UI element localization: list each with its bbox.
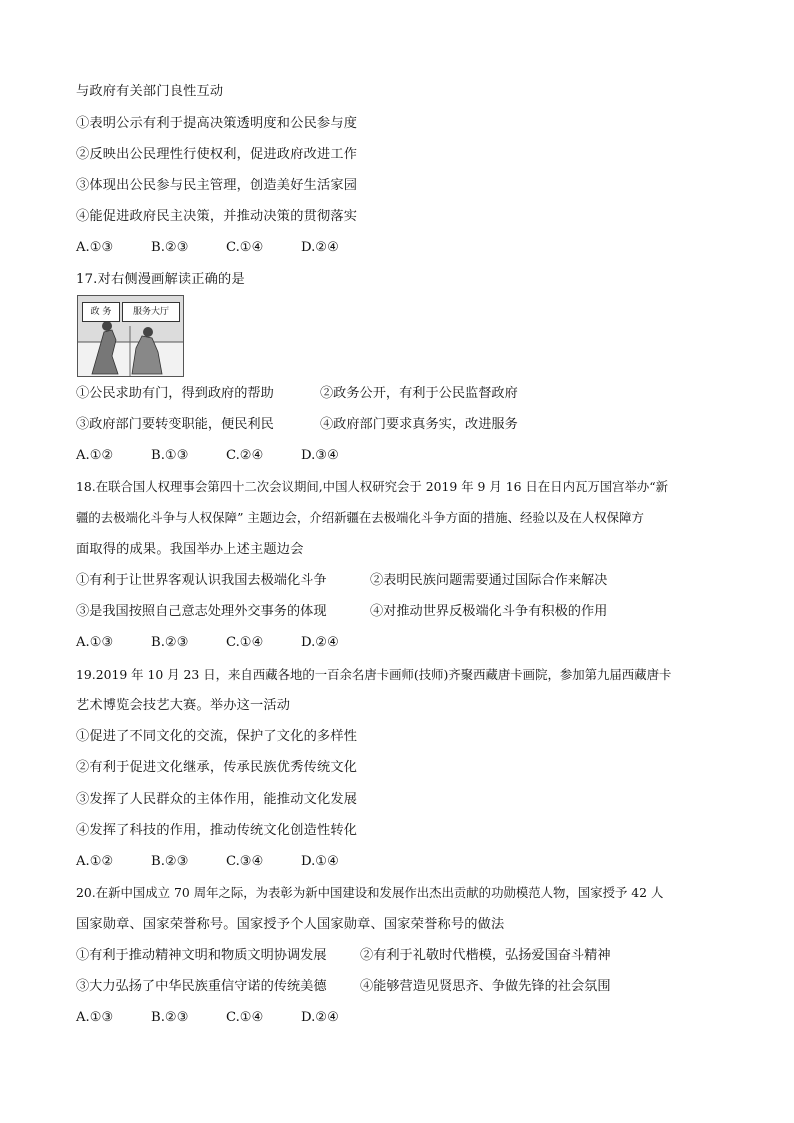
q18-option-2: ②表明民族问题需要通过国际合作来解决 [370,573,608,588]
q17-choice-b: B.①③ [151,448,189,463]
q18-stem-line-1: 18.在联合国人权理事会第四十二次会议期间,中国人权研究会于 2019 年 9 月 16 日在日内瓦万国宫举办“新 [76,479,669,494]
q17-option-3: ③政府部门要转变职能，便民利民 [76,417,274,432]
q20-option-4: ④能够营造见贤思齐、争做先锋的社会氛围 [360,979,611,994]
q17-stem: 17.对右侧漫画解读正确的是 [76,272,245,287]
q20-option-3: ③大力弘扬了中华民族重信守诺的传统美德 [76,979,327,994]
q16-choice-b: B.②③ [151,240,189,255]
q18-option-3: ③是我国按照自己意志处理外交事务的体现 [76,604,327,619]
q18-stem-line-2: 疆的去极端化斗争与人权保障” 主题边会，介绍新疆在去极端化斗争方面的措施、经验以及在人权保障方 [76,510,644,525]
q19-option-2: ②有利于促进文化继承，传承民族优秀传统文化 [76,760,358,775]
q18-choice-b: B.②③ [151,635,189,650]
q17-options-row-2 [76,416,518,434]
q16-stem-tail: 与政府有关部门良性互动 [76,84,224,99]
q19-choice-c: C.③④ [226,854,264,869]
q18-option-4: ④对推动世界反极端化斗争有积极的作用 [370,604,608,619]
q20-choice-b: B.②③ [151,1010,189,1025]
q20-choice-a: A.①③ [76,1010,114,1025]
q18-stem-line-3: 面取得的成果。我国举办上述主题边会 [76,542,304,557]
q20-option-2: ②有利于礼敬时代楷模，弘扬爱国奋斗精神 [360,948,611,963]
q20-choice-c: C.①④ [226,1010,264,1025]
q19-choice-a: A.①② [76,854,114,869]
cartoon-sign-left: 政 务 [82,302,120,322]
q17-option-4: ④政府部门要求真务实，改进服务 [320,417,518,432]
q20-choices [76,1009,376,1027]
q17-choice-d: D.③④ [301,448,339,463]
q19-choice-d: D.①④ [301,854,339,869]
cartoon-sign-right: 服务大厅 [122,302,180,322]
q17-choices [76,447,376,465]
q19-choice-b: B.②③ [151,854,189,869]
q20-options-row-2 [76,978,611,996]
q19-option-3: ③发挥了人民群众的主体作用，能推动文化发展 [76,792,358,807]
q20-option-1: ①有利于推动精神文明和物质文明协调发展 [76,948,327,963]
q16-option-4: ④能促进政府民主决策，并推动决策的贯彻落实 [76,209,358,224]
q20-stem-line-2: 国家勋章、国家荣誉称号。国家授予个人国家勋章、国家荣誉称号的做法 [76,917,505,932]
q16-choice-a: A.①③ [76,240,114,255]
q16-choice-c: C.①④ [226,240,264,255]
q16-option-2: ②反映出公民理性行使权利，促进政府改进工作 [76,147,358,162]
q19-option-1: ①促进了不同文化的交流，保护了文化的多样性 [76,729,358,744]
q19-option-4: ④发挥了科技的作用，推动传统文化创造性转化 [76,823,358,838]
q18-options-row-1 [76,572,607,590]
q18-choice-d: D.②④ [301,635,339,650]
q20-choice-d: D.②④ [301,1010,339,1025]
q16-choices [76,239,376,257]
q18-choices [76,634,376,652]
q18-option-1: ①有利于让世界客观认识我国去极端化斗争 [76,573,327,588]
q17-options-row-1 [76,385,518,403]
q18-choice-c: C.①④ [226,635,264,650]
q20-options-row-1 [76,947,611,965]
q16-option-3: ③体现出公民参与民主管理，创造美好生活家园 [76,178,358,193]
q17-choice-c: C.②④ [226,448,264,463]
q19-choices [76,853,376,871]
q16-choice-d: D.②④ [301,240,339,255]
q18-options-row-2 [76,603,607,621]
q18-choice-a: A.①③ [76,635,114,650]
q19-stem-line-1: 19.2019 年 10 月 23 日，来自西藏各地的一百余名唐卡画师(技师)齐聚西藏唐卡画院，参加第九届西藏唐卡 [76,667,672,682]
q20-stem-line-1: 20.在新中国成立 70 周年之际，为表彰为新中国建设和发展作出杰出贡献的功勋模范人物，国家授予 42 人 [76,885,664,900]
q17-cartoon-image [77,295,184,377]
q16-option-1: ①表明公示有利于提高决策透明度和公民参与度 [76,116,358,131]
q17-option-2: ②政务公开，有利于公民监督政府 [320,386,518,401]
q17-option-1: ①公民求助有门，得到政府的帮助 [76,386,274,401]
q19-stem-line-2: 艺术博览会技艺大赛。举办这一活动 [76,698,291,713]
q17-choice-a: A.①② [76,448,114,463]
